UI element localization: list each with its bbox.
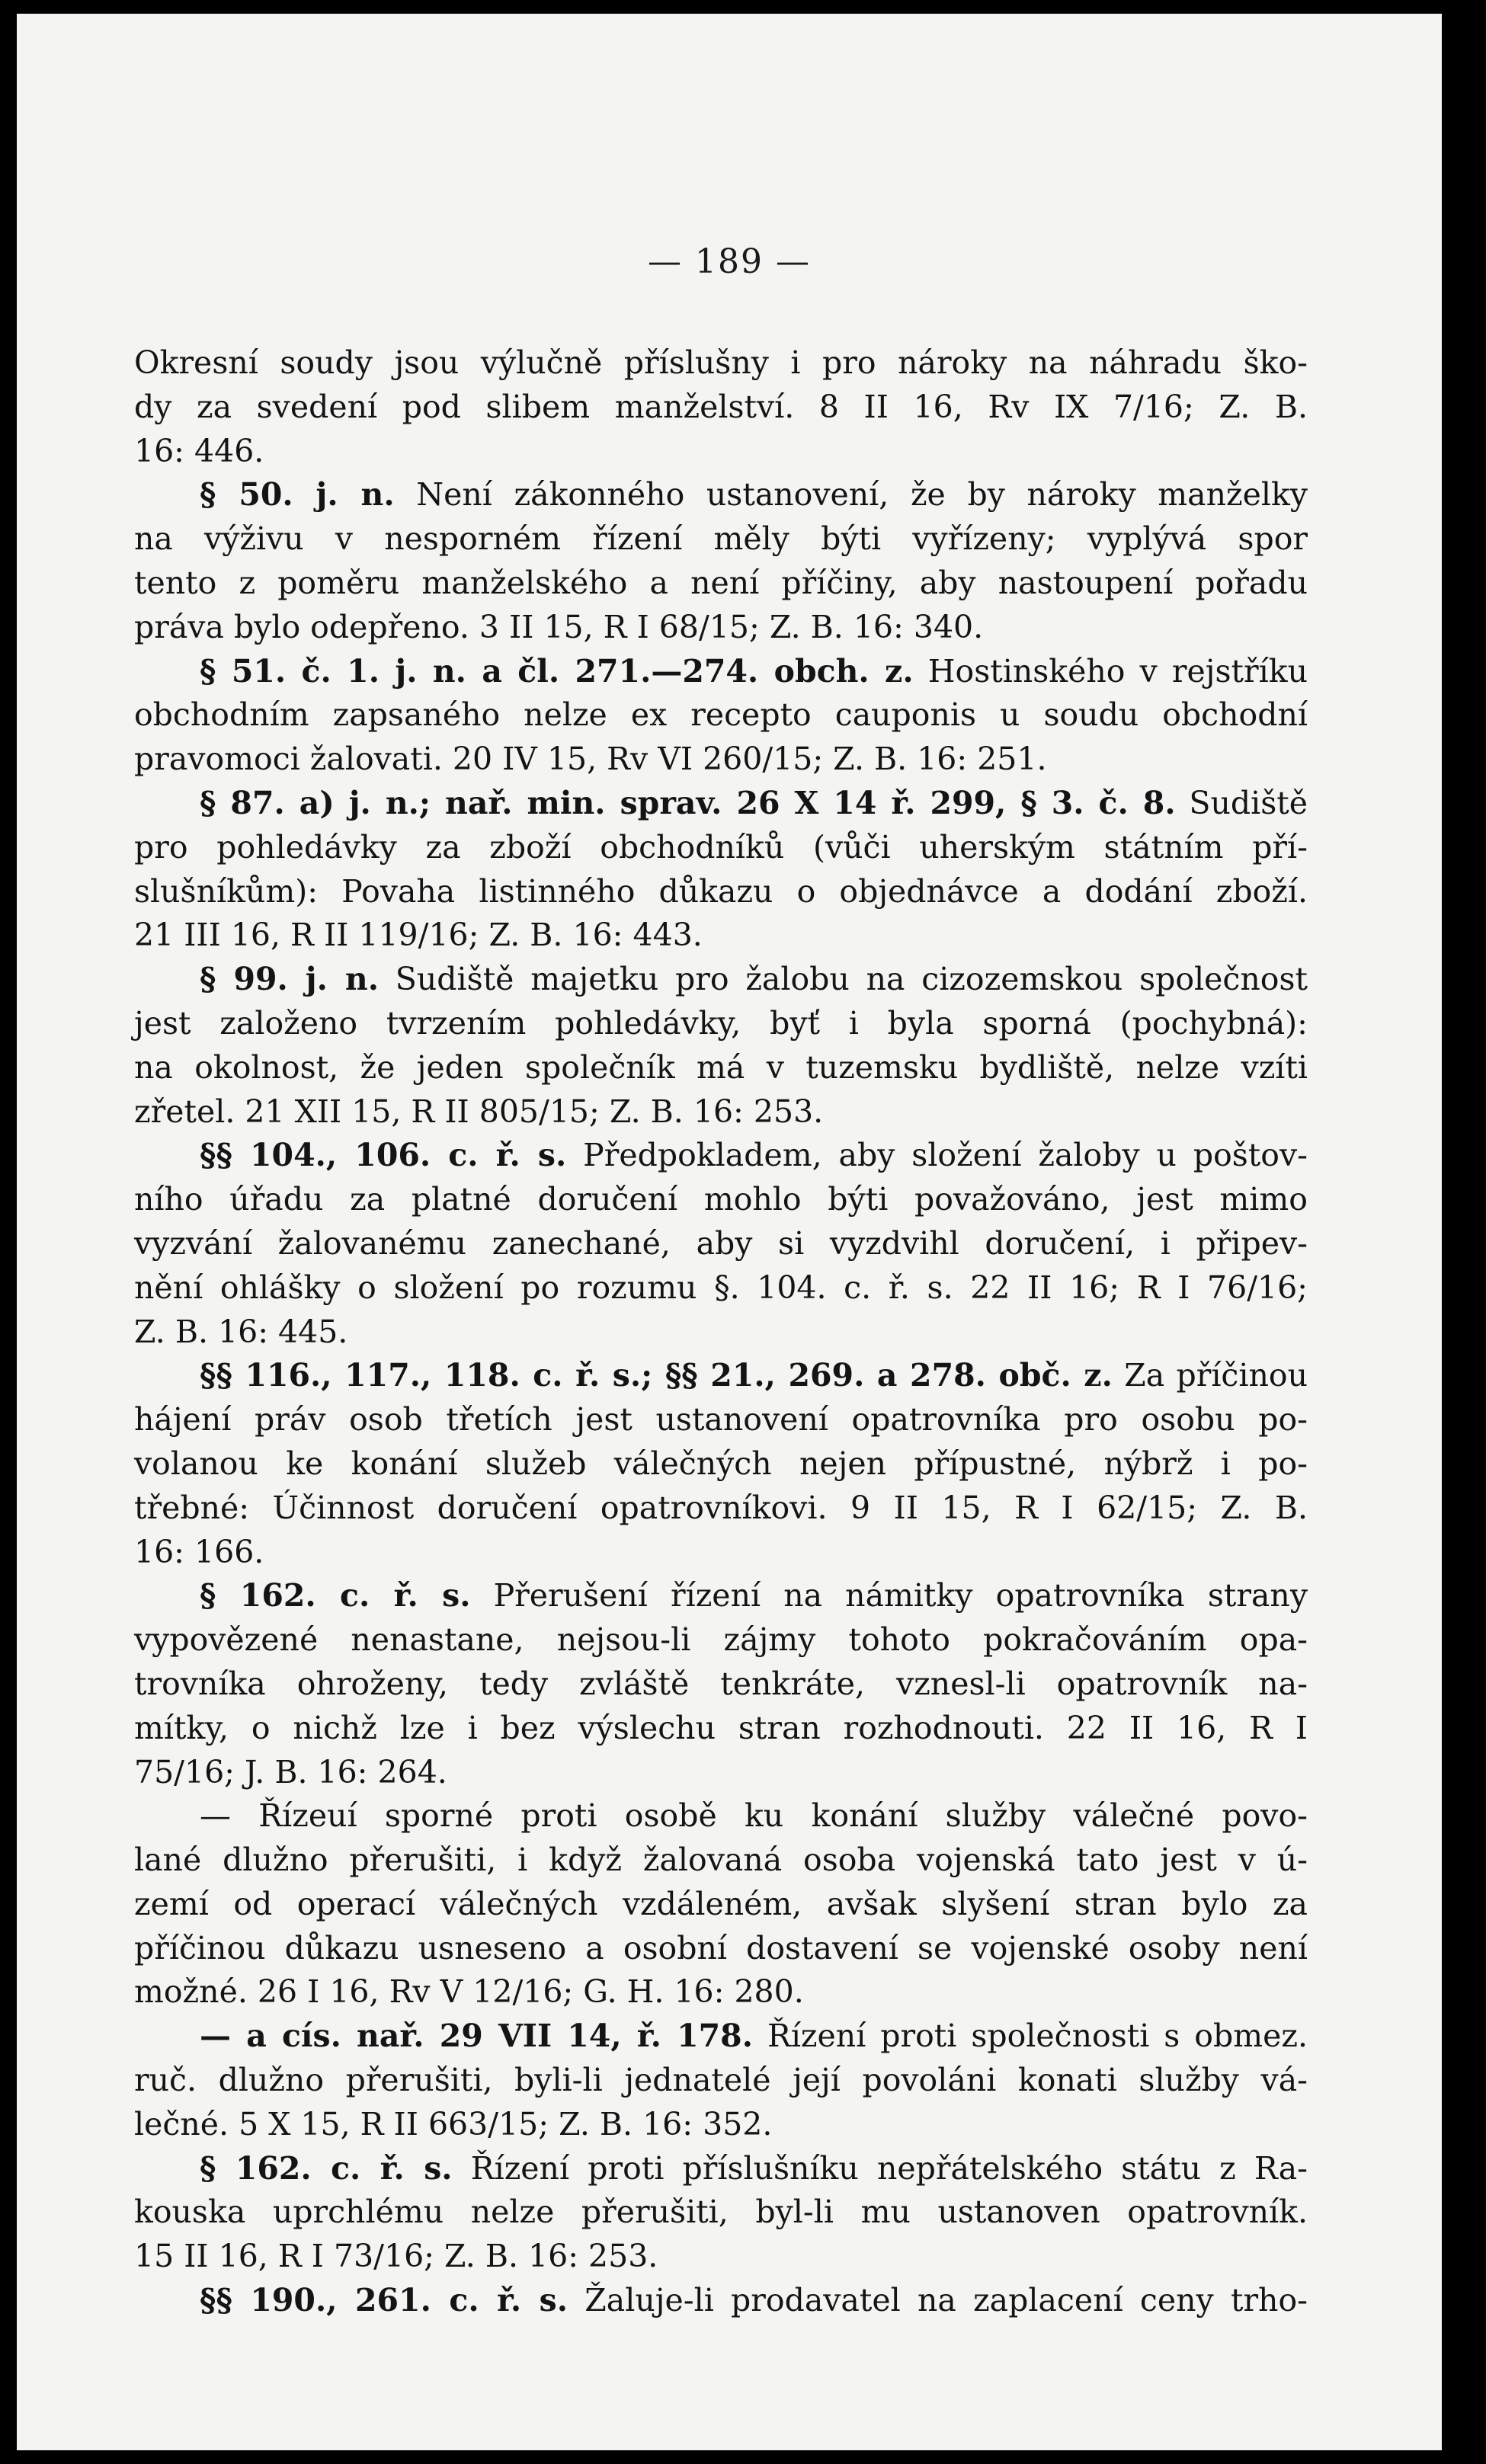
paragraph-start-line [134, 650, 1308, 694]
statute-reference: § 99. j. n. [200, 961, 380, 998]
line-text: Předpokladem, aby složení žaloby u poštov- [566, 1137, 1308, 1174]
line-text: tento z poměru manželského a není příčiny, aby nastoupení pořadu [134, 564, 1308, 601]
paragraph-start-line [134, 958, 1308, 1002]
line-text: 75/16; J. B. 16: 264. [134, 1753, 447, 1790]
text-line [134, 2235, 1308, 2279]
text-line [134, 1927, 1308, 1971]
line-text: 16: 166. [134, 1533, 264, 1570]
line-text: pravomoci žalovati. 20 IV 15, Rv VI 260/15; Z. B. 16: 251. [134, 741, 1047, 778]
line-text: Sudiště majetku pro žalobu na cizozemskou společnost [379, 961, 1308, 998]
text-line [134, 1662, 1308, 1707]
text-line [134, 430, 1308, 474]
text-line [134, 606, 1308, 650]
line-text: volanou ke konání služeb válečných nejen přípustné, nýbrž i po- [134, 1445, 1308, 1482]
statute-reference: § 50. j. n. [200, 476, 395, 514]
line-text: hájení práv osob třetích jest ustanovení opatrovníka pro osobu po- [134, 1401, 1308, 1438]
line-text: 16: 446. [134, 432, 264, 469]
text-line [134, 341, 1308, 386]
line-text: — Řízeuí sporné proti osobě ku konání služby válečné povo- [200, 1797, 1308, 1835]
line-text: vyzvání žalovanému zanechané, aby si vyzdvihl doručení, i připev- [134, 1224, 1308, 1262]
line-text: lečné. 5 X 15, R II 663/15; Z. B. 16: 352. [134, 2105, 773, 2142]
statute-reference: § 162. c. ř. s. [200, 1577, 471, 1614]
statute-reference: § 87. a) j. n.; nař. min. sprav. 26 X 14 ř. 299, § 3. č. 8. [200, 784, 1176, 821]
line-text: obchodním zapsaného nelze ex recepto cauponis u soudu obchodní [134, 696, 1308, 734]
line-text: Za příčinou [1112, 1357, 1308, 1394]
text-line [134, 1618, 1308, 1662]
line-text: Žaluje-li prodavatel na zaplacení ceny trho- [568, 2282, 1308, 2319]
line-text: zřetel. 21 XII 15, R II 805/15; Z. B. 16: 253. [134, 1093, 824, 1130]
text-line [134, 1970, 1308, 2014]
text-line [134, 2103, 1308, 2147]
paragraph-start-line [134, 1794, 1308, 1838]
line-text: Řízení proti příslušníku nepřátelského státu z Ra- [452, 2149, 1308, 2187]
text-line [134, 1222, 1308, 1266]
paragraph-start-line [134, 782, 1308, 826]
text-line [134, 1838, 1308, 1883]
line-text: nění ohlášky o složení po rozumu §. 104. c. ř. s. 22 II 16; R I 76/16; [134, 1269, 1308, 1306]
page-number: — 189 — [648, 242, 811, 281]
text-line [134, 1883, 1308, 1927]
text-line [134, 914, 1308, 958]
line-text: na okolnost, že jeden společník má v tuzemsku bydliště, nelze vzíti [134, 1048, 1308, 1086]
text-line [134, 1486, 1308, 1531]
line-text: ního úřadu za platné doručení mohlo býti považováno, jest mimo [134, 1181, 1308, 1218]
scanned-page [17, 14, 1442, 2450]
statute-reference: § 51. č. 1. j. n. a čl. 271.—274. obch. z. [200, 652, 914, 690]
line-text: 15 II 16, R I 73/16; Z. B. 16: 253. [134, 2238, 658, 2275]
text-line [134, 870, 1308, 914]
line-text: jest založeno tvrzením pohledávky, byť i byla sporná (pochybná): [134, 1004, 1308, 1042]
line-text: ruč. dlužno přerušiti, byli-li jednatelé její povoláni konati služby vá- [134, 2062, 1308, 2099]
text-line [134, 1266, 1308, 1310]
line-text: zemí od operací válečných vzdáleném, avšak slyšení stran bylo za [134, 1885, 1308, 1922]
paragraph-start-line [134, 1354, 1308, 1398]
paragraph-start-line [134, 1574, 1308, 1618]
text-line [134, 1178, 1308, 1222]
text-line [134, 562, 1308, 606]
line-text: možné. 26 I 16, Rv V 12/16; G. H. 16: 280. [134, 1973, 804, 2011]
text-line [134, 386, 1308, 430]
line-text: příčinou důkazu usneseno a osobní dostavení se vojenské osoby není [134, 1929, 1308, 1966]
line-text: dy za svedení pod slibem manželství. 8 II 16, Rv IX 7/16; Z. B. [134, 388, 1308, 425]
line-text: Hostinského v rejstříku [913, 652, 1308, 690]
text-line [134, 2059, 1308, 2103]
text-line [134, 1707, 1308, 1751]
paragraph-start-line [134, 1134, 1308, 1178]
text-line [134, 826, 1308, 870]
line-text: pro pohledávky za zboží obchodníků (vůči uherským státním pří- [134, 828, 1308, 866]
text-line [134, 1310, 1308, 1355]
statute-reference: — a cís. nař. 29 VII 14, ř. 178. [200, 2018, 753, 2055]
statute-reference: §§ 116., 117., 118. c. ř. s.; §§ 21., 269. a 278. obč. z. [200, 1357, 1113, 1394]
line-text: Z. B. 16: 445. [134, 1313, 348, 1350]
text-line [134, 1442, 1308, 1486]
statute-reference: §§ 104., 106. c. ř. s. [200, 1137, 567, 1174]
line-text: Není zákonného ustanovení, že by nároky manželky [394, 476, 1308, 514]
text-line [134, 693, 1308, 738]
line-text: Okresní soudy jsou výlučně příslušny i pro nároky na náhradu ško- [134, 344, 1308, 381]
text-line [134, 1090, 1308, 1134]
line-text: vypovězené nenastane, nejsou-li zájmy tohoto pokračováním opa- [134, 1621, 1308, 1659]
line-text: Přerušení řízení na námitky opatrovníka strany [470, 1577, 1308, 1614]
body-text [134, 341, 1308, 2323]
line-text: lané dlužno přerušiti, i když žalovaná osoba vojenská tato jest v ú- [134, 1842, 1308, 1879]
line-text: 21 III 16, R II 119/16; Z. B. 16: 443. [134, 917, 703, 954]
line-text: na výživu v nesporném řízení měly býti vyřízeny; vyplývá spor [134, 520, 1308, 558]
text-line [134, 1531, 1308, 1575]
line-text: kouska uprchlému nelze přerušiti, byl-li mu ustanoven opatrovník. [134, 2194, 1308, 2231]
statute-reference: § 162. c. ř. s. [200, 2149, 453, 2187]
paragraph-start-line [134, 2147, 1308, 2191]
paragraph-start-line [134, 473, 1308, 517]
text-line [134, 1002, 1308, 1046]
line-text: mítky, o nichž lze i bez výslechu stran rozhodnouti. 22 II 16, R I [134, 1709, 1308, 1746]
text-line [134, 738, 1308, 782]
line-text: slušníkům): Povaha listinného důkazu o objednávce a dodání zboží. [134, 872, 1308, 910]
line-text: Řízení proti společnosti s obmez. [753, 2018, 1308, 2055]
paragraph-start-line [134, 2014, 1308, 2059]
text-line [134, 517, 1308, 562]
line-text: trovníka ohroženy, tedy zvláště tenkráte, vznesl-li opatrovník na- [134, 1665, 1308, 1702]
text-line [134, 1751, 1308, 1795]
text-line [134, 1046, 1308, 1090]
paragraph-start-line [134, 2279, 1308, 2323]
line-text: práva bylo odepřeno. 3 II 15, R I 68/15; Z. B. 16: 340. [134, 608, 984, 645]
text-line [134, 1398, 1308, 1442]
text-line [134, 2190, 1308, 2235]
line-text: třebné: Účinnost doručení opatrovníkovi. 9 II 15, R I 62/15; Z. B. [134, 1489, 1308, 1526]
statute-reference: §§ 190., 261. c. ř. s. [200, 2282, 568, 2319]
line-text: Sudiště [1175, 784, 1308, 821]
